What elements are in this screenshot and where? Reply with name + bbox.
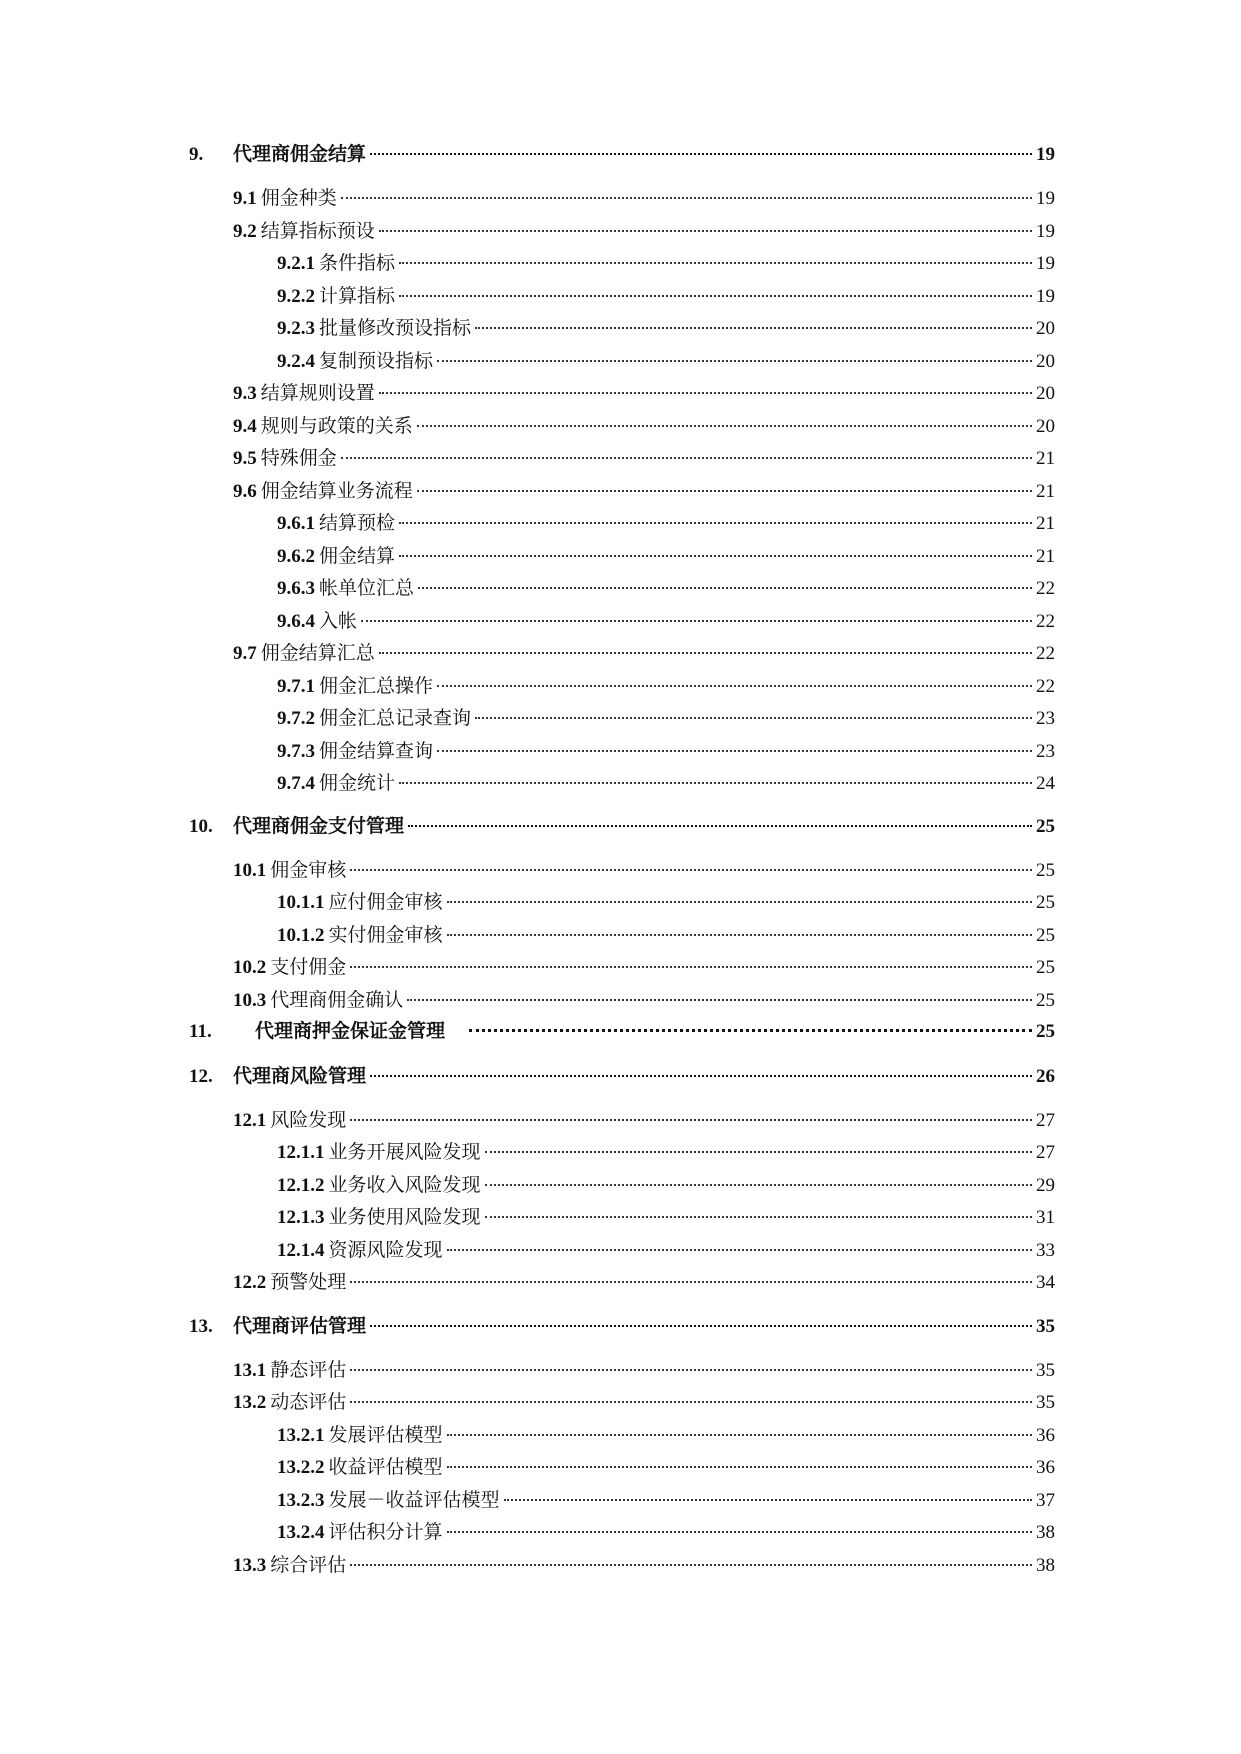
dot-leader	[447, 934, 1032, 936]
toc-entry-number: 9.6.3	[277, 578, 315, 599]
toc-entry[interactable]	[233, 1359, 1055, 1383]
dot-leader	[350, 1369, 1032, 1371]
toc-entry-page-number: 20	[1036, 416, 1055, 437]
toc-entry[interactable]	[277, 512, 1055, 536]
toc-entry-title: 预警处理	[270, 1272, 347, 1293]
toc-entry-title: 应付佣金审核	[328, 892, 443, 913]
dot-leader	[437, 750, 1032, 752]
toc-entry-page-number: 25	[1036, 892, 1055, 913]
toc-entry[interactable]	[233, 1391, 1055, 1415]
toc-entry-title: 发展－收益评估模型	[328, 1490, 500, 1511]
toc-entry-page-number: 38	[1036, 1555, 1055, 1576]
toc-entry-number: 12.1.4	[277, 1240, 325, 1261]
toc-entry-page-number: 24	[1036, 773, 1055, 794]
dot-leader	[370, 1075, 1032, 1077]
toc-entry[interactable]	[277, 1456, 1055, 1480]
toc-entry-page-number: 19	[1036, 286, 1055, 307]
toc-entry-number: 10.3	[233, 990, 267, 1011]
toc-entry-page-number: 25	[1036, 860, 1055, 881]
dot-leader	[399, 555, 1032, 557]
toc-entry[interactable]	[189, 1065, 1055, 1089]
toc-entry[interactable]	[233, 1271, 1055, 1295]
toc-entry-title: 佣金结算业务流程	[260, 481, 413, 502]
dot-leader	[475, 327, 1032, 329]
toc-entry-number: 9.7.1	[277, 676, 315, 697]
dot-leader	[408, 825, 1032, 827]
toc-entry-page-number: 35	[1036, 1360, 1055, 1381]
toc-entry-title: 计算指标	[319, 286, 396, 307]
toc-entry-title: 批量修改预设指标	[319, 318, 472, 339]
toc-entry-number: 9.	[189, 144, 204, 165]
toc-entry-page-number: 35	[1036, 1316, 1055, 1337]
toc-entry-page-number: 33	[1036, 1240, 1055, 1261]
toc-entry-number: 13.2.2	[277, 1457, 325, 1478]
toc-entry-page-number: 35	[1036, 1392, 1055, 1413]
dot-leader	[485, 1184, 1032, 1186]
toc-entry-page-number: 31	[1036, 1207, 1055, 1228]
dot-leader	[504, 1499, 1032, 1501]
toc-entry-number: 10.	[189, 816, 213, 837]
dot-leader	[370, 1325, 1032, 1327]
toc-entry[interactable]	[189, 1315, 1055, 1339]
toc-entry[interactable]	[189, 1020, 1055, 1044]
toc-entry[interactable]	[233, 989, 1055, 1013]
toc-entry[interactable]	[233, 382, 1055, 406]
toc-entry[interactable]	[277, 610, 1055, 634]
toc-entry-title: 实付佣金审核	[328, 925, 443, 946]
toc-entry-page-number: 26	[1036, 1066, 1055, 1087]
toc-entry-page-number: 36	[1036, 1425, 1055, 1446]
toc-entry-title: 评估积分计算	[328, 1522, 443, 1543]
toc-entry-number: 9.2.2	[277, 286, 315, 307]
toc-entry-title: 佣金种类	[260, 188, 337, 209]
dot-leader	[485, 1151, 1032, 1153]
toc-entry-number: 9.2.4	[277, 351, 315, 372]
dot-leader	[447, 1434, 1032, 1436]
dot-leader	[437, 360, 1032, 362]
toc-entry-number: 13.2.1	[277, 1425, 325, 1446]
toc-entry-number: 10.1.2	[277, 925, 325, 946]
toc-entry[interactable]	[233, 1109, 1055, 1133]
toc-entry-page-number: 23	[1036, 741, 1055, 762]
toc-entry-title: 业务使用风险发现	[328, 1207, 481, 1228]
toc-entry-title: 综合评估	[270, 1555, 347, 1576]
toc-entry-title: 佣金结算查询	[319, 741, 434, 762]
toc-entry[interactable]	[277, 1141, 1055, 1165]
dot-leader	[437, 685, 1032, 687]
toc-entry-title: 规则与政策的关系	[260, 416, 413, 437]
toc-entry-number: 12.1	[233, 1110, 267, 1131]
toc-entry-page-number: 21	[1036, 481, 1055, 502]
toc-entry[interactable]	[277, 252, 1055, 276]
dot-leader	[350, 869, 1032, 871]
dot-leader	[379, 392, 1032, 394]
toc-entry[interactable]	[189, 143, 1055, 167]
toc-entry-number: 9.6	[233, 481, 257, 502]
toc-entry-title: 业务收入风险发现	[328, 1175, 481, 1196]
toc-entry-number: 9.5	[233, 448, 257, 469]
toc-entry-page-number: 22	[1036, 578, 1055, 599]
toc-entry-title: 业务开展风险发现	[328, 1142, 481, 1163]
toc-entry-title: 代理商佣金确认	[270, 990, 404, 1011]
toc-entry-page-number: 23	[1036, 708, 1055, 729]
toc-entry-title: 佣金汇总操作	[319, 676, 434, 697]
dot-leader	[350, 1281, 1032, 1283]
toc-entry-number: 13.2.3	[277, 1490, 325, 1511]
toc-entry-number: 12.1.3	[277, 1207, 325, 1228]
dot-leader	[350, 1401, 1032, 1403]
toc-entry-title: 代理商评估管理	[233, 1316, 367, 1337]
toc-entry-number: 10.1.1	[277, 892, 325, 913]
toc-entry[interactable]	[233, 415, 1055, 439]
toc-entry-title: 入帐	[319, 611, 358, 632]
toc-entry-number: 9.7.2	[277, 708, 315, 729]
dot-leader	[447, 901, 1032, 903]
toc-entry-number: 12.2	[233, 1272, 267, 1293]
toc-entry-page-number: 22	[1036, 676, 1055, 697]
toc-entry-number: 10.1	[233, 860, 267, 881]
dot-leader	[341, 197, 1032, 199]
dot-leader	[399, 295, 1032, 297]
toc-entry[interactable]	[277, 1489, 1055, 1513]
toc-entry-number: 10.2	[233, 957, 267, 978]
toc-entry[interactable]	[277, 707, 1055, 731]
toc-entry-title: 代理商佣金结算	[233, 144, 367, 165]
toc-entry[interactable]	[233, 642, 1055, 666]
toc-entry-page-number: 20	[1036, 351, 1055, 372]
toc-entry-page-number: 21	[1036, 448, 1055, 469]
toc-entry-number: 9.2.3	[277, 318, 315, 339]
toc-entry-page-number: 22	[1036, 643, 1055, 664]
dot-leader	[341, 457, 1032, 459]
toc-entry[interactable]	[277, 577, 1055, 601]
toc-entry-page-number: 27	[1036, 1142, 1055, 1163]
toc-entry[interactable]	[233, 1554, 1055, 1578]
toc-entry[interactable]	[277, 891, 1055, 915]
toc-entry-title: 代理商佣金支付管理	[233, 816, 405, 837]
toc-entry-page-number: 25	[1036, 1021, 1055, 1042]
toc-entry-page-number: 36	[1036, 1457, 1055, 1478]
toc-entry-number: 12.	[189, 1066, 213, 1087]
toc-entry-page-number: 38	[1036, 1522, 1055, 1543]
dot-leader	[350, 1119, 1032, 1121]
dot-leader	[417, 490, 1032, 492]
toc-entry-title: 条件指标	[319, 253, 396, 274]
toc-entry-title: 帐单位汇总	[319, 578, 415, 599]
toc-entry-title: 结算预检	[319, 513, 396, 534]
toc-entry[interactable]	[277, 350, 1055, 374]
dot-leader	[418, 587, 1032, 589]
toc-entry-page-number: 22	[1036, 611, 1055, 632]
toc-entry-number: 9.4	[233, 416, 257, 437]
toc-entry-title: 静态评估	[270, 1360, 347, 1381]
toc-entry-number: 12.1.2	[277, 1175, 325, 1196]
toc-entry-title: 特殊佣金	[260, 448, 337, 469]
toc-entry-page-number: 29	[1036, 1175, 1055, 1196]
toc-entry-title: 佣金结算	[319, 546, 396, 567]
toc-entry-page-number: 37	[1036, 1490, 1055, 1511]
dot-leader	[407, 999, 1032, 1001]
toc-entry-page-number: 25	[1036, 990, 1055, 1011]
dot-leader	[447, 1531, 1032, 1533]
dot-leader	[370, 153, 1032, 155]
toc-entry[interactable]	[189, 815, 1055, 839]
toc-entry-page-number: 25	[1036, 816, 1055, 837]
toc-entry-number: 9.3	[233, 383, 257, 404]
dot-leader	[399, 782, 1032, 784]
toc-entry-title: 佣金结算汇总	[260, 643, 375, 664]
toc-entry-title: 结算规则设置	[260, 383, 375, 404]
toc-entry-number: 11.	[189, 1021, 212, 1042]
toc-entry-page-number: 20	[1036, 383, 1055, 404]
toc-entry-page-number: 34	[1036, 1272, 1055, 1293]
toc-entry[interactable]	[277, 1239, 1055, 1263]
toc-entry-number: 13.2.4	[277, 1522, 325, 1543]
dot-leader	[361, 620, 1032, 622]
toc-entry-number: 12.1.1	[277, 1142, 325, 1163]
toc-entry[interactable]	[277, 545, 1055, 569]
toc-entry-title: 复制预设指标	[319, 351, 434, 372]
dot-leader	[350, 1564, 1032, 1566]
toc-entry[interactable]	[277, 1424, 1055, 1448]
toc-entry[interactable]	[233, 480, 1055, 504]
toc-entry[interactable]	[277, 675, 1055, 699]
toc-entry-page-number: 25	[1036, 925, 1055, 946]
dot-leader	[379, 230, 1032, 232]
dot-leader	[399, 262, 1032, 264]
toc-entry-page-number: 21	[1036, 513, 1055, 534]
toc-entry[interactable]	[277, 772, 1055, 796]
toc-entry-title: 发展评估模型	[328, 1425, 443, 1446]
toc-entry-number: 9.6.2	[277, 546, 315, 567]
toc-entry[interactable]	[277, 317, 1055, 341]
toc-entry-number: 9.1	[233, 188, 257, 209]
toc-entry[interactable]	[233, 956, 1055, 980]
toc-entry-page-number: 25	[1036, 957, 1055, 978]
toc-entry-page-number: 27	[1036, 1110, 1055, 1131]
toc-entry-number: 13.	[189, 1316, 213, 1337]
toc-entry-title: 动态评估	[270, 1392, 347, 1413]
toc-entry-number: 9.7.4	[277, 773, 315, 794]
dot-leader	[350, 966, 1032, 968]
toc-entry-title: 收益评估模型	[328, 1457, 443, 1478]
toc-entry-title: 资源风险发现	[328, 1240, 443, 1261]
toc-entry-number: 9.7.3	[277, 741, 315, 762]
toc-entry-number: 13.3	[233, 1555, 267, 1576]
toc-entry-title: 佣金统计	[319, 773, 396, 794]
toc-entry-title: 佣金审核	[270, 860, 347, 881]
toc-entry-number: 13.2	[233, 1392, 267, 1413]
dot-leader	[399, 522, 1032, 524]
toc-entry-title: 代理商风险管理	[233, 1066, 367, 1087]
toc-entry-page-number: 19	[1036, 144, 1055, 165]
dot-leader	[417, 425, 1032, 427]
toc-entry[interactable]	[277, 1521, 1055, 1545]
toc-entry-title: 风险发现	[270, 1110, 347, 1131]
toc-entry-number: 9.2.1	[277, 253, 315, 274]
toc-entry-number: 9.2	[233, 221, 257, 242]
toc-entry[interactable]	[233, 859, 1055, 883]
toc-entry-page-number: 21	[1036, 546, 1055, 567]
dot-leader	[469, 1029, 1032, 1032]
toc-entry[interactable]	[277, 740, 1055, 764]
toc-entry-page-number: 19	[1036, 188, 1055, 209]
toc-entry-number: 9.6.4	[277, 611, 315, 632]
toc-entry-title: 代理商押金保证金管理	[255, 1021, 446, 1042]
toc-entry[interactable]	[277, 1206, 1055, 1230]
toc-entry-number: 9.6.1	[277, 513, 315, 534]
toc-entry-number: 9.7	[233, 643, 257, 664]
toc-entry[interactable]	[233, 447, 1055, 471]
toc-entry[interactable]	[233, 187, 1055, 211]
toc-entry[interactable]	[277, 1174, 1055, 1198]
toc-entry-title: 结算指标预设	[260, 221, 375, 242]
dot-leader	[485, 1216, 1032, 1218]
toc-entry[interactable]	[233, 220, 1055, 244]
dot-leader	[475, 717, 1032, 719]
toc-entry-title: 佣金汇总记录查询	[319, 708, 472, 729]
toc-entry-number: 13.1	[233, 1360, 267, 1381]
toc-entry-page-number: 20	[1036, 318, 1055, 339]
dot-leader	[447, 1466, 1032, 1468]
toc-entry-page-number: 19	[1036, 221, 1055, 242]
toc-entry[interactable]	[277, 285, 1055, 309]
toc-entry-page-number: 19	[1036, 253, 1055, 274]
toc-entry-title: 支付佣金	[270, 957, 347, 978]
toc-entry[interactable]	[277, 924, 1055, 948]
dot-leader	[379, 652, 1032, 654]
dot-leader	[447, 1249, 1032, 1251]
